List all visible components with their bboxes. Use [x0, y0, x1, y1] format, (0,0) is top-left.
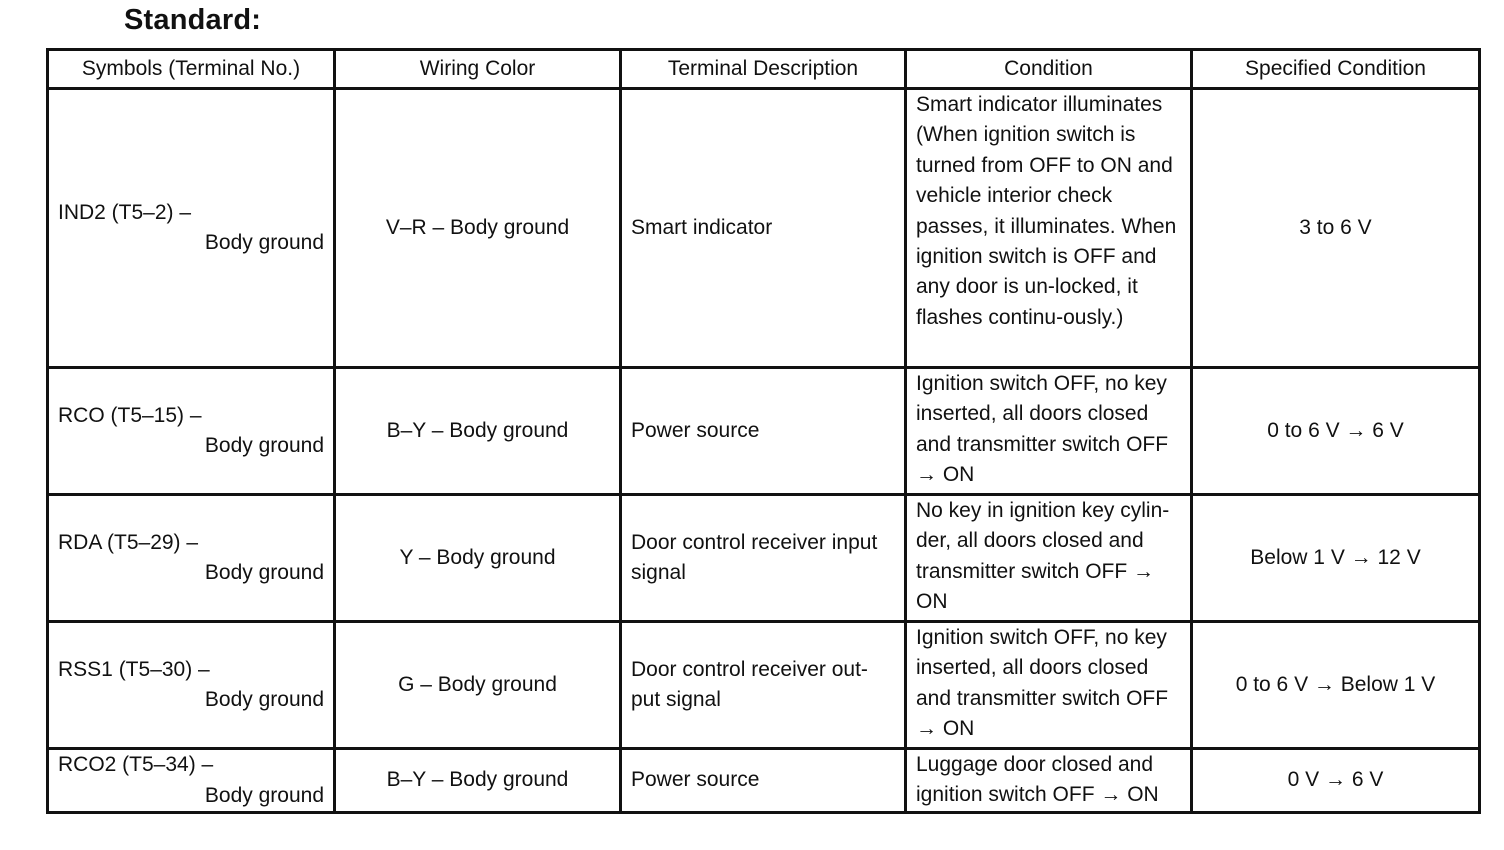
wiring-color-cell: B–Y – Body ground: [335, 749, 621, 813]
symbol-ground: Body ground: [204, 783, 324, 807]
terminal-spec-table: [46, 48, 1481, 814]
symbol-terminal: RCO2 (T5–34) –: [58, 753, 214, 777]
symbol-ground: Body ground: [204, 688, 324, 711]
symbol-ground: Body ground: [204, 561, 324, 584]
specified-condition-cell: 0 to 6 V → 6 V: [1192, 368, 1480, 495]
symbol-terminal: RDA (T5–29) –: [58, 530, 199, 554]
terminal-description-cell: Smart indicator: [621, 89, 906, 368]
condition-cell: Ignition switch OFF, no key inserted, all doors closed and transmitter switch OFF → ON: [906, 622, 1192, 749]
wiring-color-cell: Y – Body ground: [335, 495, 621, 622]
header-row: [48, 50, 1480, 89]
terminal-description-cell: Power source: [621, 368, 906, 495]
symbol-terminal: IND2 (T5–2) –: [58, 200, 192, 224]
table-row: [48, 495, 1480, 622]
condition-cell: Luggage door closed and ignition switch OFF → ON: [906, 749, 1192, 813]
symbol-cell: [48, 622, 335, 749]
symbol-terminal: RCO (T5–15) –: [58, 403, 202, 427]
wiring-color-cell: B–Y – Body ground: [335, 368, 621, 495]
table-row: [48, 368, 1480, 495]
col-header-condition: Condition: [906, 50, 1192, 89]
specified-condition-cell: Below 1 V → 12 V: [1192, 495, 1480, 622]
symbol-cell: [48, 368, 335, 495]
col-header-terminal-description: Terminal Description: [621, 50, 906, 89]
terminal-description-cell: Door control receiver out-put signal: [621, 622, 906, 749]
col-header-symbols: Symbols (Terminal No.): [48, 50, 335, 89]
wiring-color-cell: G – Body ground: [335, 622, 621, 749]
specified-condition-cell: 3 to 6 V: [1192, 89, 1480, 368]
specified-condition-cell: 0 to 6 V → Below 1 V: [1192, 622, 1480, 749]
condition-cell: No key in ignition key cylin-der, all doors closed and transmitter switch OFF → ON: [906, 495, 1192, 622]
col-header-specified-condition: Specified Condition: [1192, 50, 1480, 89]
table-row: [48, 89, 1480, 368]
symbol-cell: [48, 89, 335, 368]
condition-cell: Ignition switch OFF, no key inserted, all doors closed and transmitter switch OFF → ON: [906, 368, 1192, 495]
symbol-terminal: RSS1 (T5–30) –: [58, 657, 210, 681]
symbol-cell: [48, 495, 335, 622]
symbol-ground: Body ground: [204, 231, 324, 254]
condition-cell: Smart indicator illuminates (When ignition switch is turned from OFF to ON and vehicle interior check passes, it illuminates. When ignition switch is OFF and any door is un-locked, it flashes continu-ously.): [906, 89, 1192, 368]
wiring-color-cell: V–R – Body ground: [335, 89, 621, 368]
symbol-ground: Body ground: [204, 434, 324, 457]
col-header-wiring-color: Wiring Color: [335, 50, 621, 89]
table-row: [48, 749, 1480, 813]
terminal-description-cell: Door control receiver input signal: [621, 495, 906, 622]
table-row: [48, 622, 1480, 749]
specified-condition-cell: 0 V → 6 V: [1192, 749, 1480, 813]
terminal-description-cell: Power source: [621, 749, 906, 813]
section-heading: Standard:: [124, 4, 262, 36]
symbol-cell: [48, 749, 335, 813]
